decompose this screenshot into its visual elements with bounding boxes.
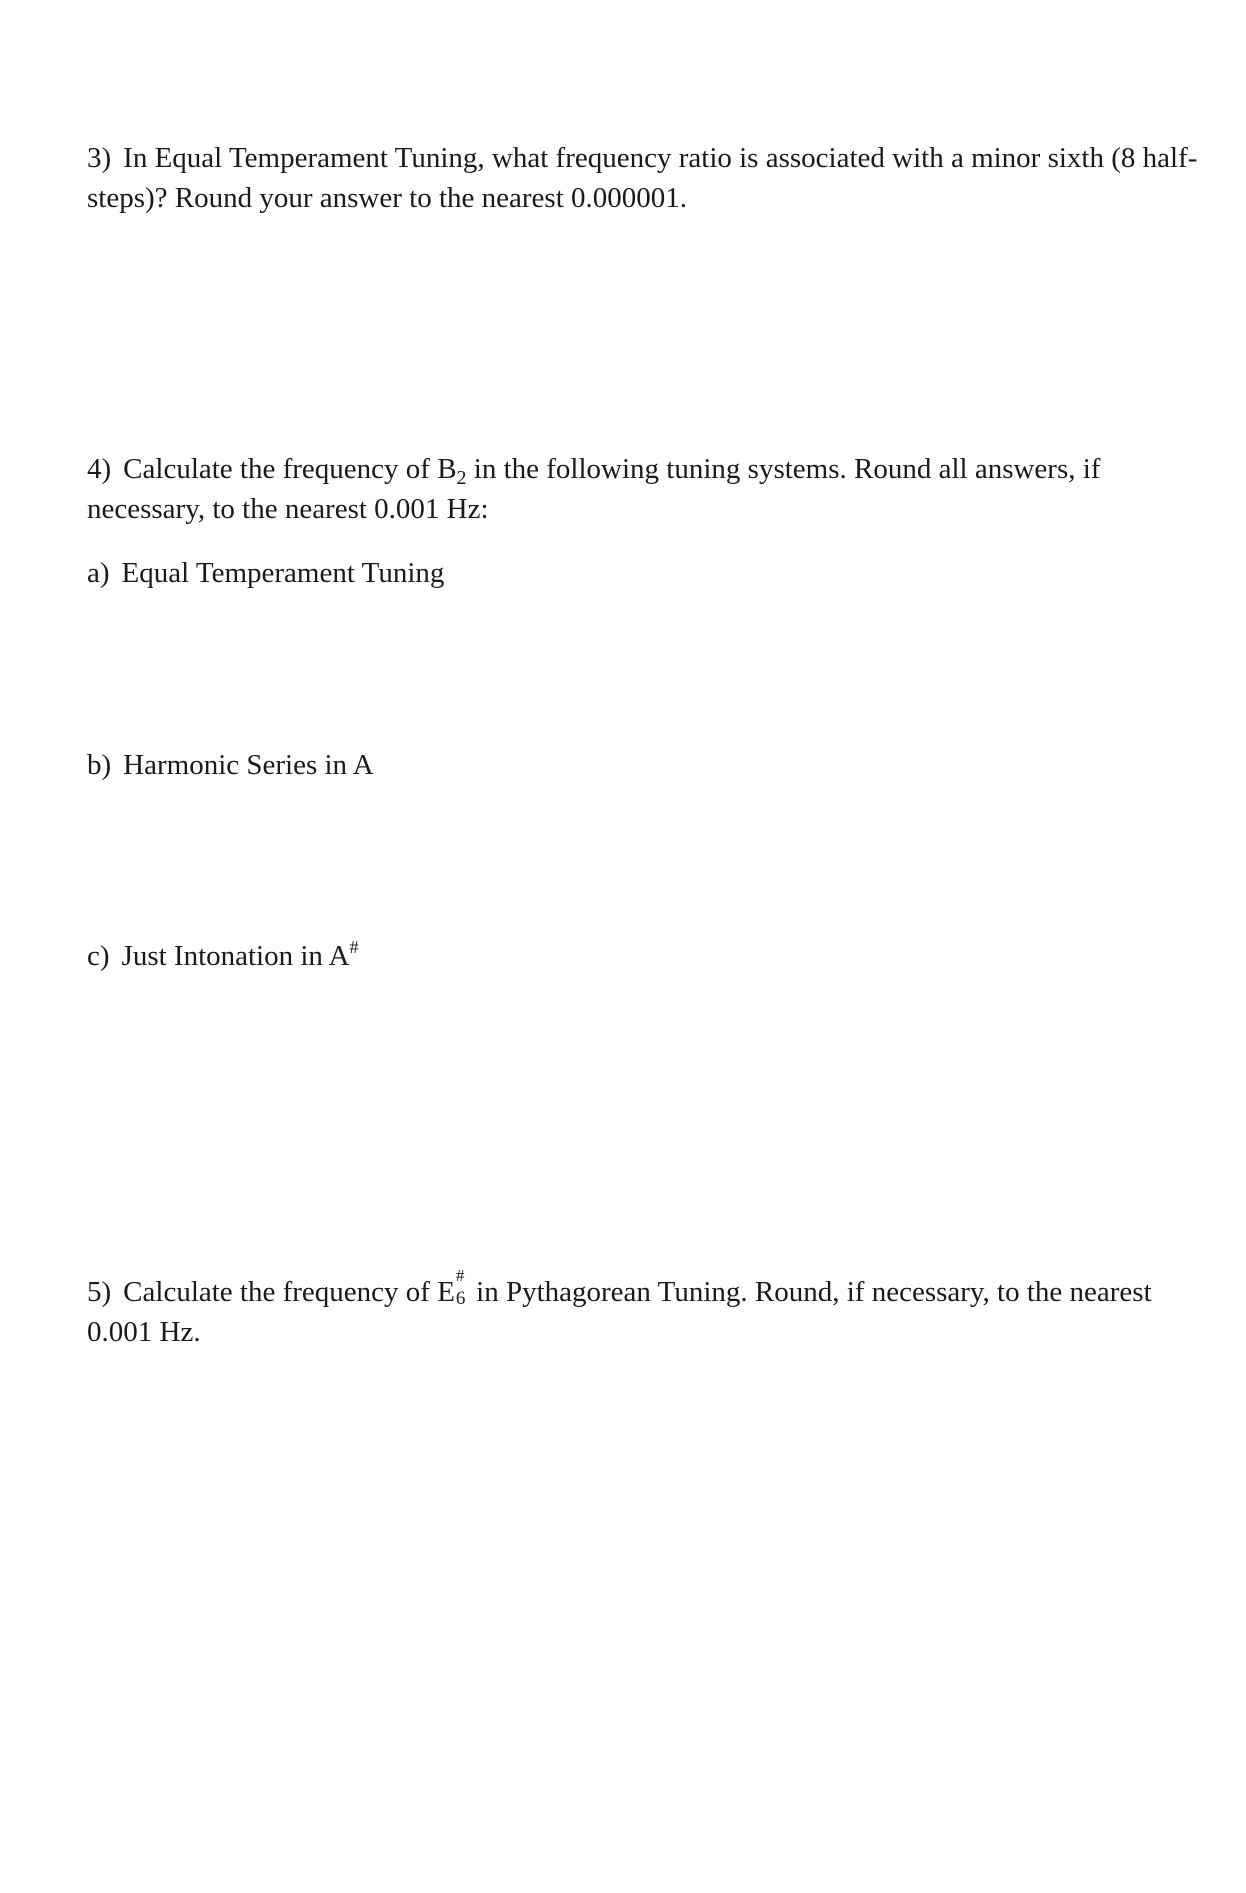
part-c-label: c) (87, 940, 110, 972)
octave-subscript: 6 (455, 1288, 466, 1309)
part-b-text: Harmonic Series in A (123, 749, 374, 781)
note-subscript: 2 (456, 467, 467, 489)
question-5-number: 5) (87, 1276, 112, 1308)
question-5-line-1 (87, 1266, 1222, 1312)
question-3-text-1: In Equal Temperament Tuning, what frequency ratio is associated with a minor sixth (8 half- (123, 142, 1198, 174)
question-4 (87, 449, 1222, 529)
question-3 (87, 138, 1222, 218)
part-a-label: a) (87, 557, 110, 589)
question-4-part-b (87, 745, 1222, 785)
question-4-text-1a: Calculate the frequency of B (123, 453, 457, 485)
sharp-superscript: # (455, 1266, 465, 1285)
question-3-line-1 (87, 138, 1222, 178)
question-4-part-a (87, 553, 1222, 593)
question-5-line-2: 0.001 Hz. (87, 1316, 201, 1348)
part-b-label: b) (87, 749, 112, 781)
question-5-text-1a: Calculate the frequency of E (123, 1276, 455, 1308)
question-3-line-2: steps)? Round your answer to the nearest 0.000001. (87, 182, 688, 214)
question-4-text-1b: in the following tuning systems. Round all answers, if (466, 453, 1101, 485)
part-a-text: Equal Temperament Tuning (121, 557, 445, 589)
question-4-line-1 (87, 449, 1222, 489)
question-5-text-1b: in Pythagorean Tuning. Round, if necessary, to the nearest (468, 1276, 1152, 1308)
question-4-part-c (87, 936, 1222, 976)
part-c-text: Just Intonation in A (121, 940, 350, 972)
question-3-number: 3) (87, 142, 112, 174)
sharp-superscript: # (349, 937, 359, 957)
question-4-number: 4) (87, 453, 112, 485)
question-4-line-2: necessary, to the nearest 0.001 Hz: (87, 493, 489, 525)
note-sharp-octave (455, 1266, 469, 1309)
question-5 (87, 1266, 1222, 1352)
